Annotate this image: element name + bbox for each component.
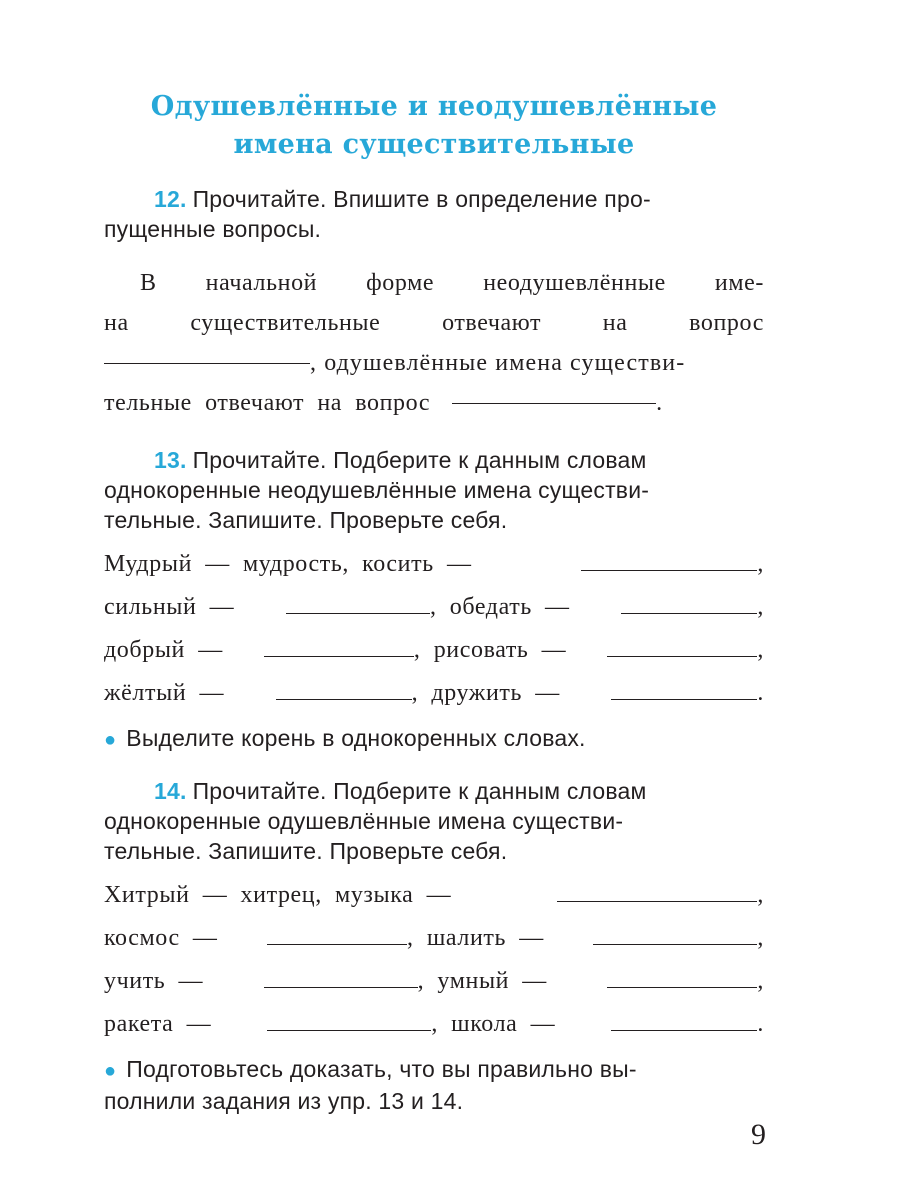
answer-blank[interactable]	[611, 1010, 757, 1031]
row-text: , обедать —	[429, 594, 570, 620]
row-text: учить —	[104, 968, 204, 994]
row-text: жёлтый —	[104, 680, 225, 706]
answer-blank[interactable]	[557, 881, 757, 902]
word: на	[602, 310, 628, 336]
bullet-icon: ●	[104, 1060, 117, 1082]
answer-blank[interactable]	[264, 636, 414, 657]
word: вопрос	[689, 310, 764, 336]
answer-blank[interactable]	[452, 383, 656, 404]
row-text: .	[757, 1011, 764, 1037]
exercise-14	[104, 776, 764, 1116]
text-line	[104, 303, 764, 343]
exercise-12	[104, 184, 764, 423]
answer-blank[interactable]	[267, 924, 407, 945]
page-number: 9	[751, 1118, 766, 1151]
row-text: ,	[757, 882, 764, 908]
bullet-text: Подготовьтесь доказать, что вы правильно вы-	[126, 1056, 637, 1082]
answer-blank[interactable]	[276, 679, 412, 700]
answer-blank[interactable]	[607, 967, 757, 988]
text-line	[104, 263, 764, 303]
page-content	[104, 88, 764, 1116]
exercise-row	[104, 1003, 764, 1046]
row-text: , школа —	[431, 1011, 556, 1037]
row-text: , умный —	[417, 968, 547, 994]
row-text: ракета —	[104, 1011, 212, 1037]
text-fragment: .	[656, 390, 663, 416]
exercise-13-instruction	[104, 445, 764, 535]
text-line	[104, 343, 764, 383]
text-fragment: тельные отвечают на вопрос	[104, 390, 431, 416]
text-fragment: , одушевлённые имена существи-	[310, 350, 686, 376]
exercise-row	[104, 672, 764, 715]
exercise-row	[104, 543, 764, 586]
row-text: добрый —	[104, 637, 223, 663]
instruction-line: однокоренные неодушевлённые имена существи-	[104, 477, 650, 503]
section-title-line-1: Одушевлённые и неодушевлённые	[150, 91, 718, 122]
row-text: ,	[757, 968, 764, 994]
instruction-line: однокоренные одушевлённые имена существи-	[104, 808, 624, 834]
exercise-13-rows	[104, 543, 764, 715]
exercise-13-task	[104, 723, 764, 755]
instruction-line: Прочитайте. Подберите к данным словам	[192, 778, 647, 804]
exercise-row	[104, 960, 764, 1003]
exercise-number: 12.	[154, 186, 187, 212]
answer-blank[interactable]	[593, 924, 757, 945]
word: отвечают	[442, 310, 542, 336]
answer-blank[interactable]	[611, 679, 757, 700]
word: име-	[714, 270, 764, 296]
answer-blank[interactable]	[607, 636, 757, 657]
exercise-row	[104, 917, 764, 960]
text-line	[104, 383, 764, 423]
row-text: , шалить —	[407, 925, 544, 951]
answer-blank[interactable]	[286, 593, 430, 614]
word: форме	[366, 270, 435, 296]
row-text: , дружить —	[411, 680, 560, 706]
exercise-14-instruction	[104, 776, 764, 866]
answer-blank[interactable]	[104, 343, 310, 364]
row-text: Хитрый — хитрец, музыка —	[104, 882, 452, 908]
row-text: Мудрый — мудрость, косить —	[104, 551, 472, 577]
word: начальной	[205, 270, 318, 296]
row-text: сильный —	[104, 594, 235, 620]
row-text: космос —	[104, 925, 218, 951]
bullet-text: полнили задания из упр. 13 и 14.	[104, 1088, 464, 1114]
instruction-line: тельные. Запишите. Проверьте себя.	[104, 507, 508, 533]
word: неодушевлённые	[483, 270, 666, 296]
exercise-12-instruction	[104, 184, 764, 244]
exercise-number: 14.	[154, 778, 187, 804]
bullet-text: Выделите корень в однокоренных словах.	[126, 725, 586, 751]
exercise-14-task	[104, 1054, 764, 1116]
exercise-row	[104, 629, 764, 672]
row-text: ,	[757, 551, 764, 577]
section-title	[104, 88, 764, 164]
instruction-line: тельные. Запишите. Проверьте себя.	[104, 838, 508, 864]
exercise-13	[104, 445, 764, 755]
exercise-number: 13.	[154, 447, 187, 473]
answer-blank[interactable]	[267, 1010, 431, 1031]
word: В	[140, 270, 157, 296]
bullet-icon: ●	[104, 729, 117, 751]
word: существительные	[190, 310, 381, 336]
instruction-line: Прочитайте. Впишите в определение про-	[192, 186, 651, 212]
exercise-row	[104, 874, 764, 917]
row-text: ,	[757, 637, 764, 663]
row-text: ,	[757, 925, 764, 951]
exercise-14-rows	[104, 874, 764, 1046]
answer-blank[interactable]	[621, 593, 757, 614]
row-text: , рисовать —	[413, 637, 567, 663]
exercise-12-text	[104, 263, 764, 423]
row-text: .	[757, 680, 764, 706]
instruction-line: пущенные вопросы.	[104, 216, 322, 242]
section-title-line-2: имена существительные	[233, 129, 635, 160]
row-text: ,	[757, 594, 764, 620]
answer-blank[interactable]	[581, 550, 757, 571]
answer-blank[interactable]	[264, 967, 418, 988]
word: на	[104, 310, 129, 336]
exercise-row	[104, 586, 764, 629]
instruction-line: Прочитайте. Подберите к данным словам	[192, 447, 647, 473]
